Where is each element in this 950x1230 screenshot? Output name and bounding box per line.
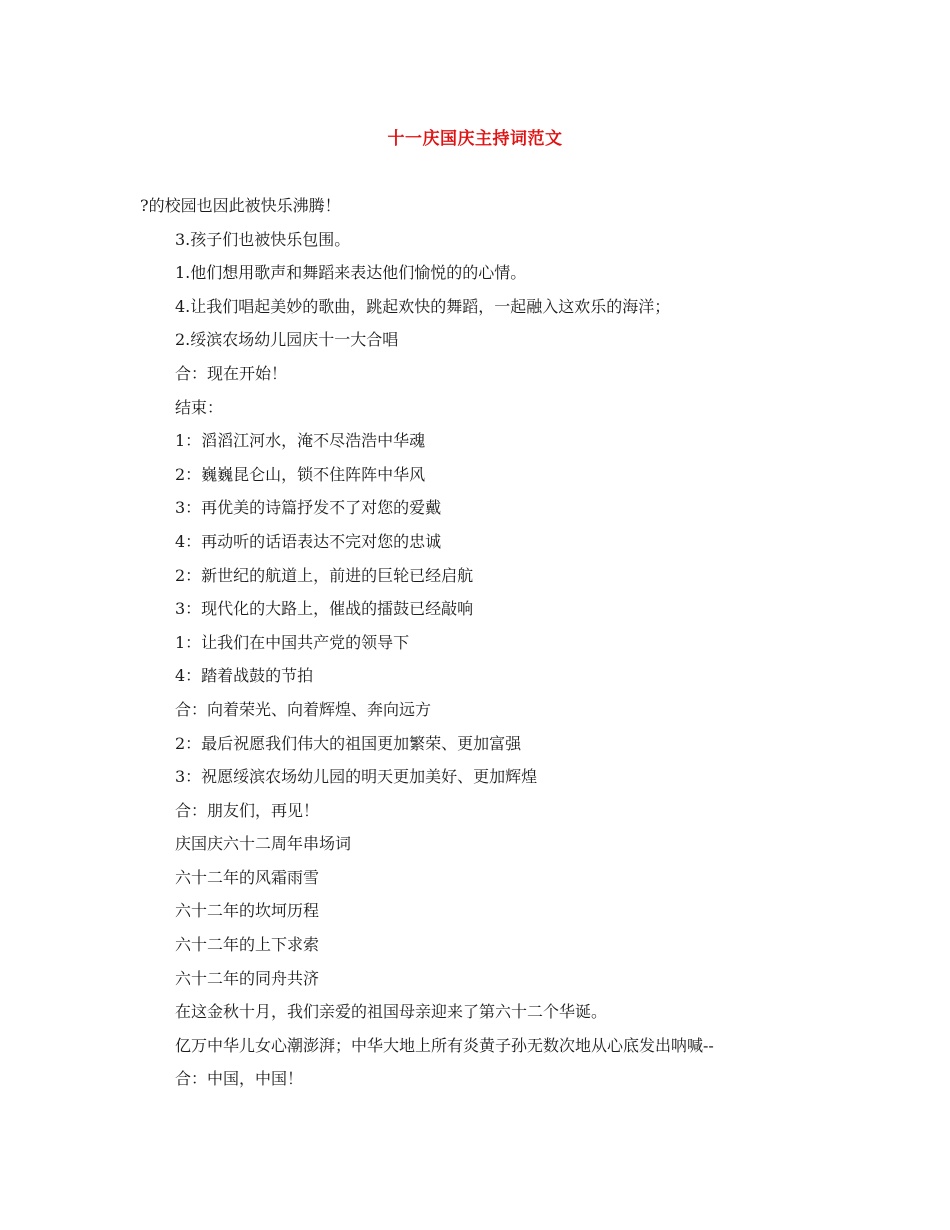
text-line: 六十二年的坎坷历程: [175, 901, 320, 921]
text-line: 3：祝愿绥滨农场幼儿园的明天更加美好、更加辉煌: [175, 767, 538, 787]
text-line: 合：现在开始！: [175, 363, 288, 383]
text-line: 结束：: [175, 397, 224, 417]
text-line: 1.他们想用歌声和舞蹈来表达他们愉悦的的心情。: [175, 263, 527, 283]
text-line: 4：踏着战鼓的节拍: [175, 666, 314, 686]
text-line: 2：最后祝愿我们伟大的祖国更加繁荣、更加富强: [175, 733, 522, 753]
text-line: 2：巍巍昆仑山，锁不住阵阵中华风: [175, 464, 426, 484]
text-line: 1：让我们在中国共产党的领导下: [175, 632, 410, 652]
text-line: 3：现代化的大路上，催战的擂鼓已经敲响: [175, 599, 474, 619]
text-line: 六十二年的同舟共济: [175, 968, 320, 988]
text-line: 庆国庆六十二周年串场词: [175, 834, 352, 854]
text-line: 亿万中华儿女心潮澎湃；中华大地上所有炎黄子孙无数次地从心底发出呐喊--: [175, 1035, 714, 1055]
text-line: ?的校园也因此被快乐沸腾！: [140, 196, 341, 215]
text-line: 1：滔滔江河水，淹不尽浩浩中华魂: [175, 431, 426, 451]
text-line: 在这金秋十月，我们亲爱的祖国母亲迎来了第六十二个华诞。: [175, 1002, 608, 1022]
document-body: [0, 194, 950, 1101]
text-line: 2：新世纪的航道上，前进的巨轮已经启航: [175, 565, 474, 585]
text-line: 合：向着荣光、向着辉煌、奔向远方: [175, 699, 432, 719]
text-line: 六十二年的上下求索: [175, 935, 320, 955]
text-line: 4：再动听的话语表达不完对您的忠诚: [175, 531, 442, 551]
text-line: 3：再优美的诗篇抒发不了对您的爱戴: [175, 498, 442, 518]
text-line: 合：中国，中国！: [175, 1069, 304, 1089]
text-line: 六十二年的风霜雨雪: [175, 867, 320, 887]
text-line: 3.孩子们也被快乐包围。: [175, 229, 351, 249]
document-title: 十一庆国庆主持词范文: [387, 129, 563, 149]
text-line: 2.绥滨农场幼儿园庆十一大合唱: [175, 330, 399, 350]
text-line: 合：朋友们，再见！: [175, 800, 320, 820]
text-line: 4.让我们唱起美妙的歌曲，跳起欢快的舞蹈，一起融入这欢乐的海洋；: [175, 296, 671, 316]
